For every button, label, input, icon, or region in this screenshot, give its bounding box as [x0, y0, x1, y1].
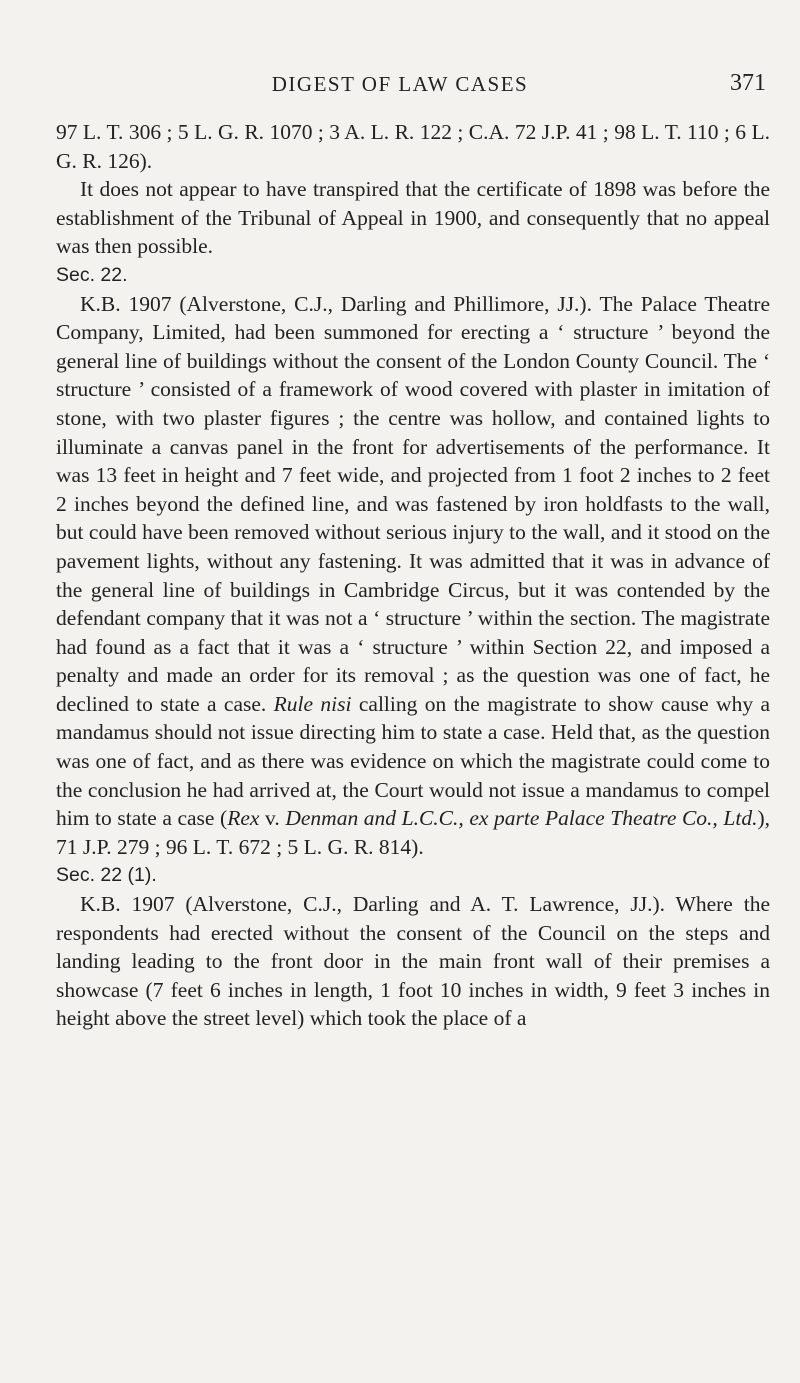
- case-text: v.: [265, 806, 280, 831]
- case-paragraph: [56, 290, 770, 862]
- case-text: K.B. 1907 (Alverstone, C.J., Darling and Phillimore, JJ.). The Palace Theatre Company, Limited, had been summoned for erecting a ‘ structure ’ beyond the general line of buildings without the consent of the London County Council. The ‘ structure ’ consisted of a framework of wood covered with plaster in imitation of stone, with two plaster figures ; the centre was hollow, and contained lights to illuminate a canvas panel in the front for advertisements of the performance. It was 13 feet in height and 7 feet wide, and projected from 1 foot 2 inches to 2 feet 2 inches beyond the defined line, and was fastened by iron holdfasts to the wall, but could have been removed without serious injury to the wall, and it stood on the pavement lights, without any fastening. It was admitted that it was in advance of the general line of buildings in Cambridge Circus, but it was contended by the defendant company that it was not a ‘ structure ’ within the section. The magistrate had found as a fact that it was a ‘ structure ’ within Section 22, and imposed a penalty and made an order for its removal ; as the question was one of fact, he declined to state a case.: [56, 291, 770, 716]
- citation-paragraph: 97 L. T. 306 ; 5 L. G. R. 1070 ; 3 A. L. R. 122 ; C.A. 72 J.P. 41 ; 98 L. T. 110 ; 6 L. G. R. 126).: [56, 120, 770, 173]
- case-paragraph: K.B. 1907 (Alverstone, C.J., Darling and A. T. Lawrence, JJ.). Where the respondents had erected without the consent of the Council on the steps and landing leading to the front door in the main front wall of their premises a showcase (7 feet 6 inches in length, 1 foot 10 inches in width, 9 feet 3 inches in height above the street level) which took the place of a: [56, 892, 770, 1031]
- page-number: 371: [730, 70, 766, 96]
- case-name: Denman and L.C.C., ex parte Palace Theatre Co., Ltd.: [285, 806, 758, 831]
- section-heading: Sec. 22.: [56, 263, 128, 286]
- case-text: calling on the magistrate to show cause why a mandamus should not issue directing him to state a case. Held that, as the question was one of fact, and as there was evidence on which the magistrate could come to the conclusion he had arrived at, the Court would not issue a mandamus to compel him to state a case (: [56, 691, 770, 831]
- case-name: Rex: [227, 806, 260, 831]
- running-head: [0, 72, 800, 102]
- case-citation: ), 71 J.P. 279 ; 96 L. T. 672 ; 5 L. G. R. 814).: [56, 806, 770, 859]
- body-text: [56, 118, 770, 1033]
- section-heading: Sec. 22 (1).: [56, 864, 157, 887]
- paragraph: It does not appear to have transpired that the certificate of 1898 was before the establishment of the Tribunal of Appeal in 1900, and consequently that no appeal was then possible.: [56, 177, 770, 259]
- rule-nisi: Rule nisi: [273, 691, 352, 716]
- running-title: DIGEST OF LAW CASES: [271, 72, 529, 96]
